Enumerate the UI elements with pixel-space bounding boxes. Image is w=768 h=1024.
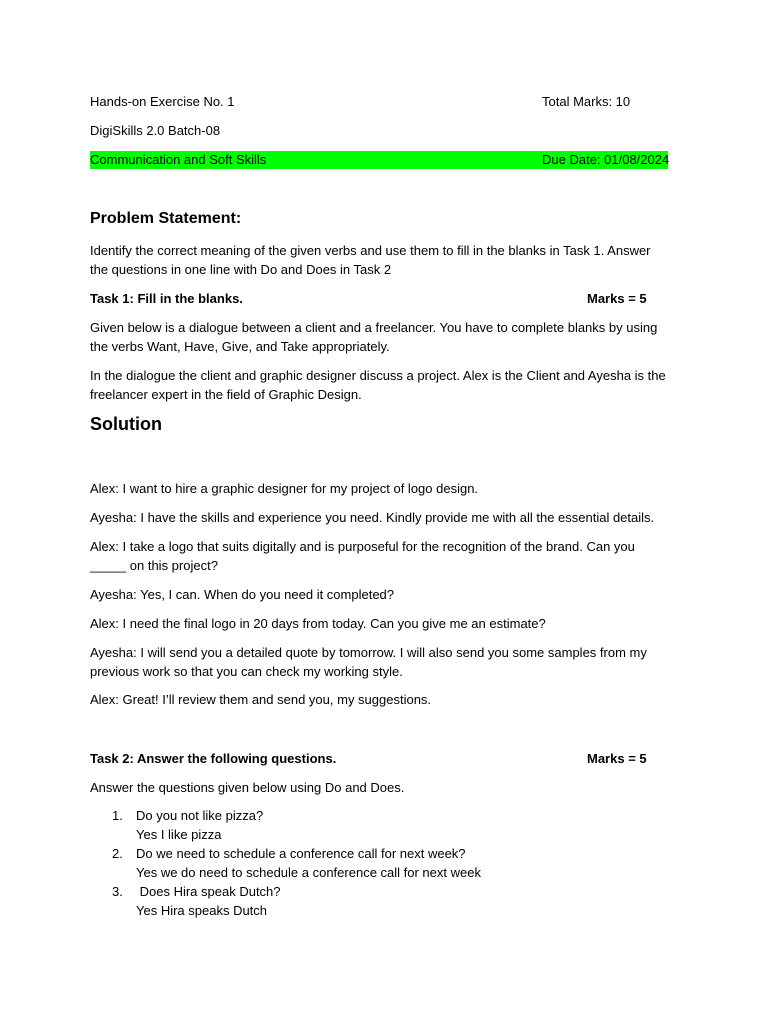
- task1-para2: In the dialogue the client and graphic designer discuss a project. Alex is the Client and Ayesha is the freelancer expert in the field of Graphic Design.: [90, 368, 666, 402]
- task2-intro: Answer the questions given below using Do and Does.: [90, 780, 405, 795]
- list-item: [90, 806, 668, 844]
- dialogue-line: Ayesha: I will send you a detailed quote by tomorrow. I will also send you some samples from my previous work so that you can check my working style.: [90, 645, 647, 679]
- document-page: [90, 0, 668, 1024]
- question-text: Do we need to schedule a conference call for next week?: [136, 846, 466, 861]
- question-list: [90, 806, 668, 920]
- answer-text: Yes we do need to schedule a conference call for next week: [136, 865, 481, 880]
- dialogue-line: Alex: I need the final logo in 20 days from today. Can you give me an estimate?: [90, 616, 546, 631]
- dialogue-line: Alex: Great! I’ll review them and send you, my suggestions.: [90, 692, 432, 707]
- list-item: [90, 882, 668, 920]
- problem-text: Identify the correct meaning of the given verbs and use them to fill in the blanks in Task 1. Answer the questions in one line with Do and Does in Task 2: [90, 243, 651, 277]
- problem-heading: Problem Statement:: [90, 210, 242, 227]
- question-text: Does Hira speak Dutch?: [136, 884, 281, 899]
- total-marks: Total Marks: 10: [542, 94, 631, 109]
- answer-text: Yes Hira speaks Dutch: [136, 903, 268, 918]
- task1-title: Task 1: Fill in the blanks.: [90, 291, 243, 306]
- batch-label: DigiSkills 2.0 Batch-08: [90, 123, 221, 138]
- question-text: Do you not like pizza?: [136, 808, 264, 823]
- due-date: Due Date: 01/08/2024: [542, 152, 670, 167]
- course-name: Communication and Soft Skills: [90, 152, 267, 167]
- item-number: 1.: [112, 808, 123, 823]
- item-number: 3.: [112, 884, 123, 899]
- answer-text: Yes I like pizza: [136, 827, 222, 842]
- task2-marks: Marks = 5: [587, 751, 647, 766]
- solution-heading: Solution: [90, 414, 162, 434]
- task1-para1: Given below is a dialogue between a client and a freelancer. You have to complete blanks by using the verbs Want, Have, Give, and Take appropriately.: [90, 320, 658, 354]
- task1-marks: Marks = 5: [587, 291, 647, 306]
- dialogue-line: Alex: I want to hire a graphic designer for my project of logo design.: [90, 481, 479, 496]
- dialogue-line: Ayesha: I have the skills and experience you need. Kindly provide me with all the essential details.: [90, 510, 655, 525]
- dialogue-line: Alex: I take a logo that suits digitally and is purposeful for the recognition of the brand. Can you _____ on this project?: [90, 539, 635, 573]
- list-item: [90, 844, 668, 882]
- dialogue-line: Ayesha: Yes, I can. When do you need it completed?: [90, 587, 395, 602]
- item-number: 2.: [112, 846, 123, 861]
- exercise-title: Hands-on Exercise No. 1: [90, 94, 235, 109]
- task2-title: Task 2: Answer the following questions.: [90, 751, 337, 766]
